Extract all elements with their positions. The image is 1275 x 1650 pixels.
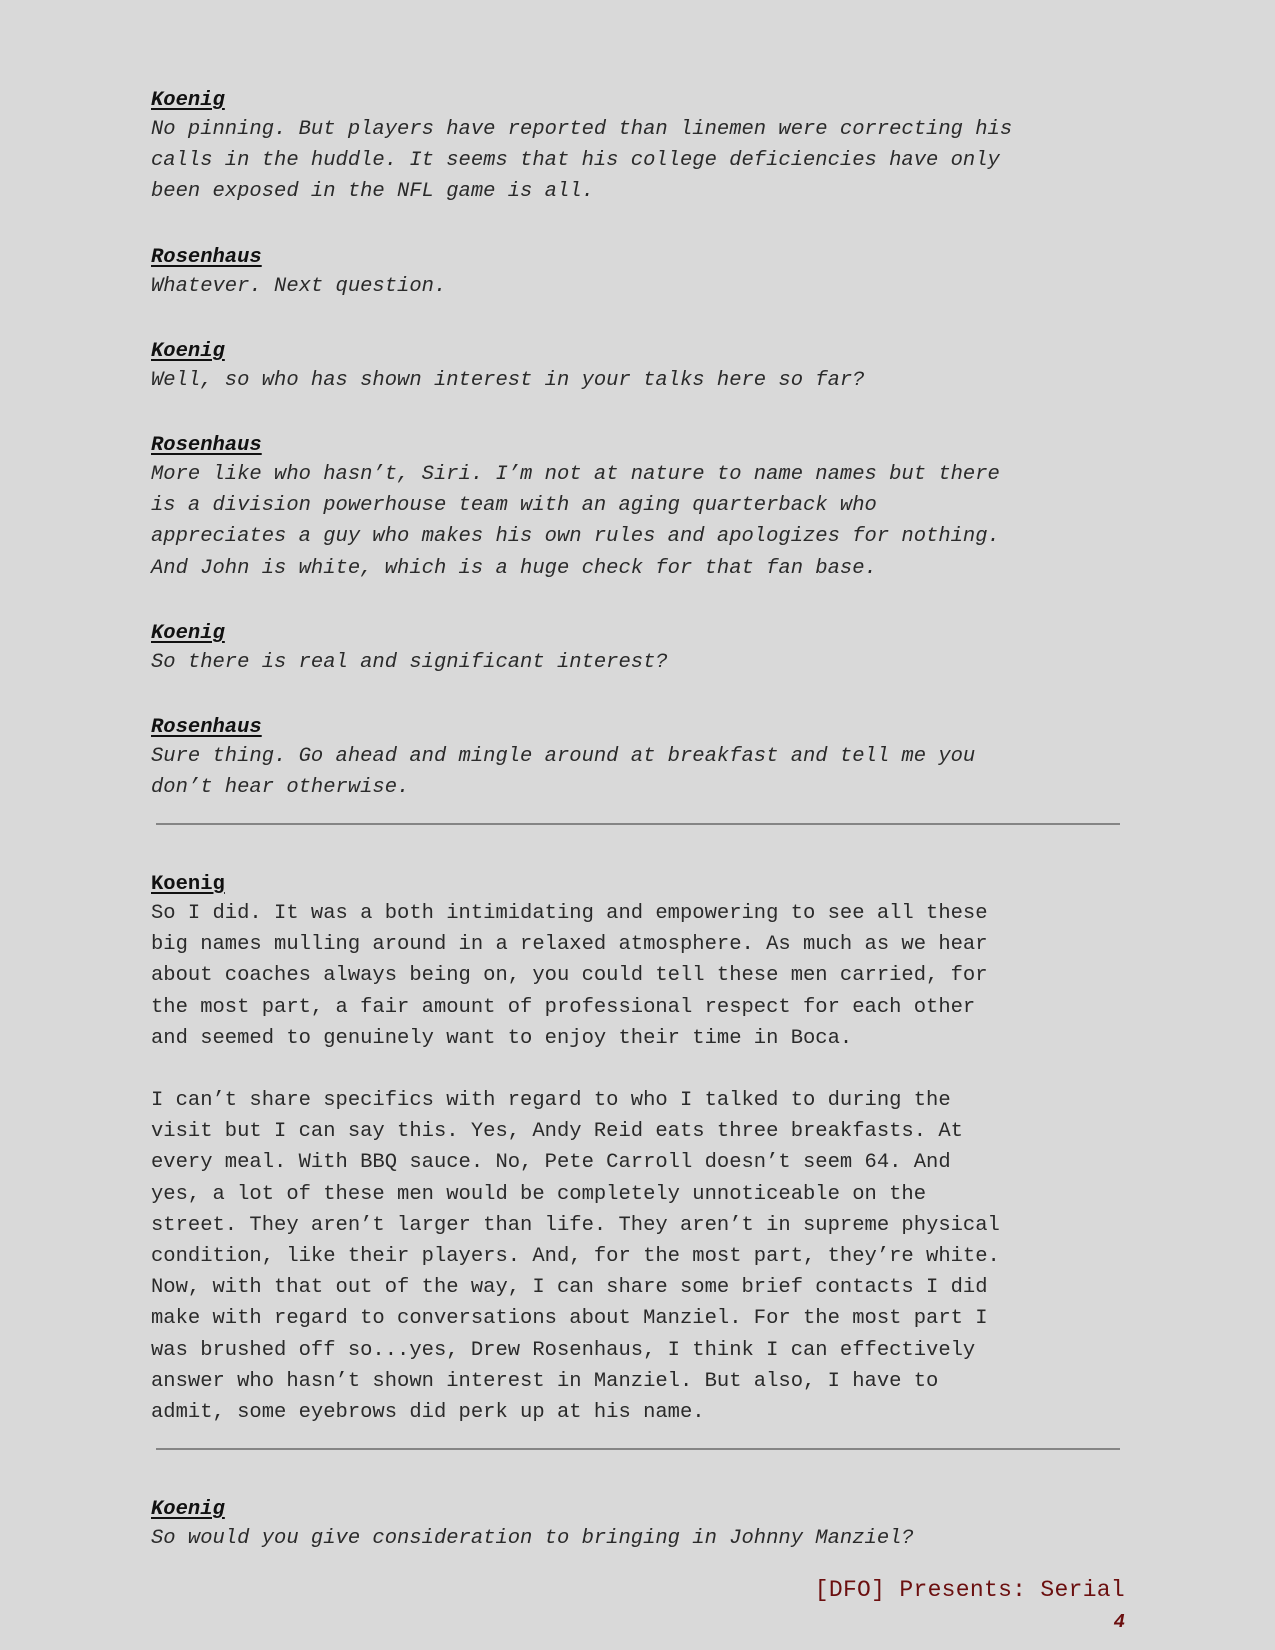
dialogue-block <box>151 433 1000 584</box>
dialogue-line: Well, so who has shown interest in your talks here so far? <box>151 369 865 392</box>
speaker-name: Rosenhaus <box>151 716 262 739</box>
dialogue-block <box>151 339 865 396</box>
narration-paragraph <box>151 898 1000 1054</box>
narration-line: make with regard to conversations about Manziel. For the most part I <box>151 1307 988 1331</box>
narration-line: Now, with that out of the way, I can share some brief contacts I did <box>151 1276 988 1300</box>
narration-paragraph <box>151 1085 1000 1428</box>
page-number: 4 <box>1113 1611 1125 1633</box>
dialogue-line: So would you give consideration to bringing in Johnny Manziel? <box>151 1527 914 1550</box>
dialogue-line: been exposed in the NFL game is all. <box>151 180 594 204</box>
narration-line: every meal. With BBQ sauce. No, Pete Carroll doesn’t seem 64. And <box>151 1151 951 1175</box>
narration-line: street. They aren’t larger than life. They aren’t in supreme physical <box>151 1213 1000 1237</box>
speaker-name: Koenig <box>151 622 225 645</box>
dialogue-line: don’t hear otherwise. <box>151 776 410 800</box>
speaker-name: Koenig <box>151 873 225 896</box>
speaker-name: Rosenhaus <box>151 434 262 457</box>
narration-line: condition, like their players. And, for the most part, they’re white. <box>151 1245 1000 1269</box>
narration-line: the most part, a fair amount of professional respect for each other <box>151 995 976 1019</box>
speaker-name: Rosenhaus <box>151 246 262 269</box>
narration-line: visit but I can say this. Yes, Andy Reid eats three breakfasts. At <box>151 1120 963 1144</box>
dialogue-line: is a division powerhouse team with an aging quarterback who <box>151 494 877 518</box>
narration-line: admit, some eyebrows did perk up at his name. <box>151 1401 705 1425</box>
dialogue-line: Sure thing. Go ahead and mingle around at breakfast and tell me you <box>151 745 976 768</box>
dialogue-line: And John is white, which is a huge check for that fan base. <box>151 556 877 580</box>
narration-line: So I did. It was a both intimidating and empowering to see all these <box>151 902 988 925</box>
dialogue-block <box>151 88 1012 208</box>
narration-line: answer who hasn’t shown interest in Manziel. But also, I have to <box>151 1369 939 1393</box>
speaker-name: Koenig <box>151 340 225 363</box>
narration-line: yes, a lot of these men would be completely unnoticeable on the <box>151 1182 927 1206</box>
section-divider <box>156 1448 1120 1450</box>
dialogue-block <box>151 1497 914 1554</box>
dialogue-line: So there is real and significant interest? <box>151 651 668 674</box>
dialogue-line: calls in the huddle. It seems that his college deficiencies have only <box>151 149 1000 173</box>
narration-line: big names mulling around in a relaxed atmosphere. As much as we hear <box>151 933 988 957</box>
narration-block <box>151 872 1000 1428</box>
narration-line: and seemed to genuinely want to enjoy their time in Boca. <box>151 1026 853 1050</box>
dialogue-block <box>151 245 446 302</box>
section-divider <box>156 823 1120 825</box>
footer-title: [DFO] Presents: Serial <box>814 1577 1125 1603</box>
dialogue-line: No pinning. But players have reported than linemen were correcting his <box>151 118 1013 141</box>
narration-line: was brushed off so...yes, Drew Rosenhaus, I think I can effectively <box>151 1338 976 1362</box>
dialogue-line: More like who hasn’t, Siri. I’m not at nature to name names but there <box>151 463 1000 486</box>
dialogue-block <box>151 715 975 803</box>
dialogue-block <box>151 621 668 678</box>
narration-line: about coaches always being on, you could tell these men carried, for <box>151 964 988 988</box>
dialogue-line: Whatever. Next question. <box>151 275 447 298</box>
narration-line: I can’t share specifics with regard to who I talked to during the <box>151 1089 951 1113</box>
speaker-name: Koenig <box>151 1498 225 1521</box>
dialogue-line: appreciates a guy who makes his own rules and apologizes for nothing. <box>151 525 1000 549</box>
speaker-name: Koenig <box>151 89 225 112</box>
